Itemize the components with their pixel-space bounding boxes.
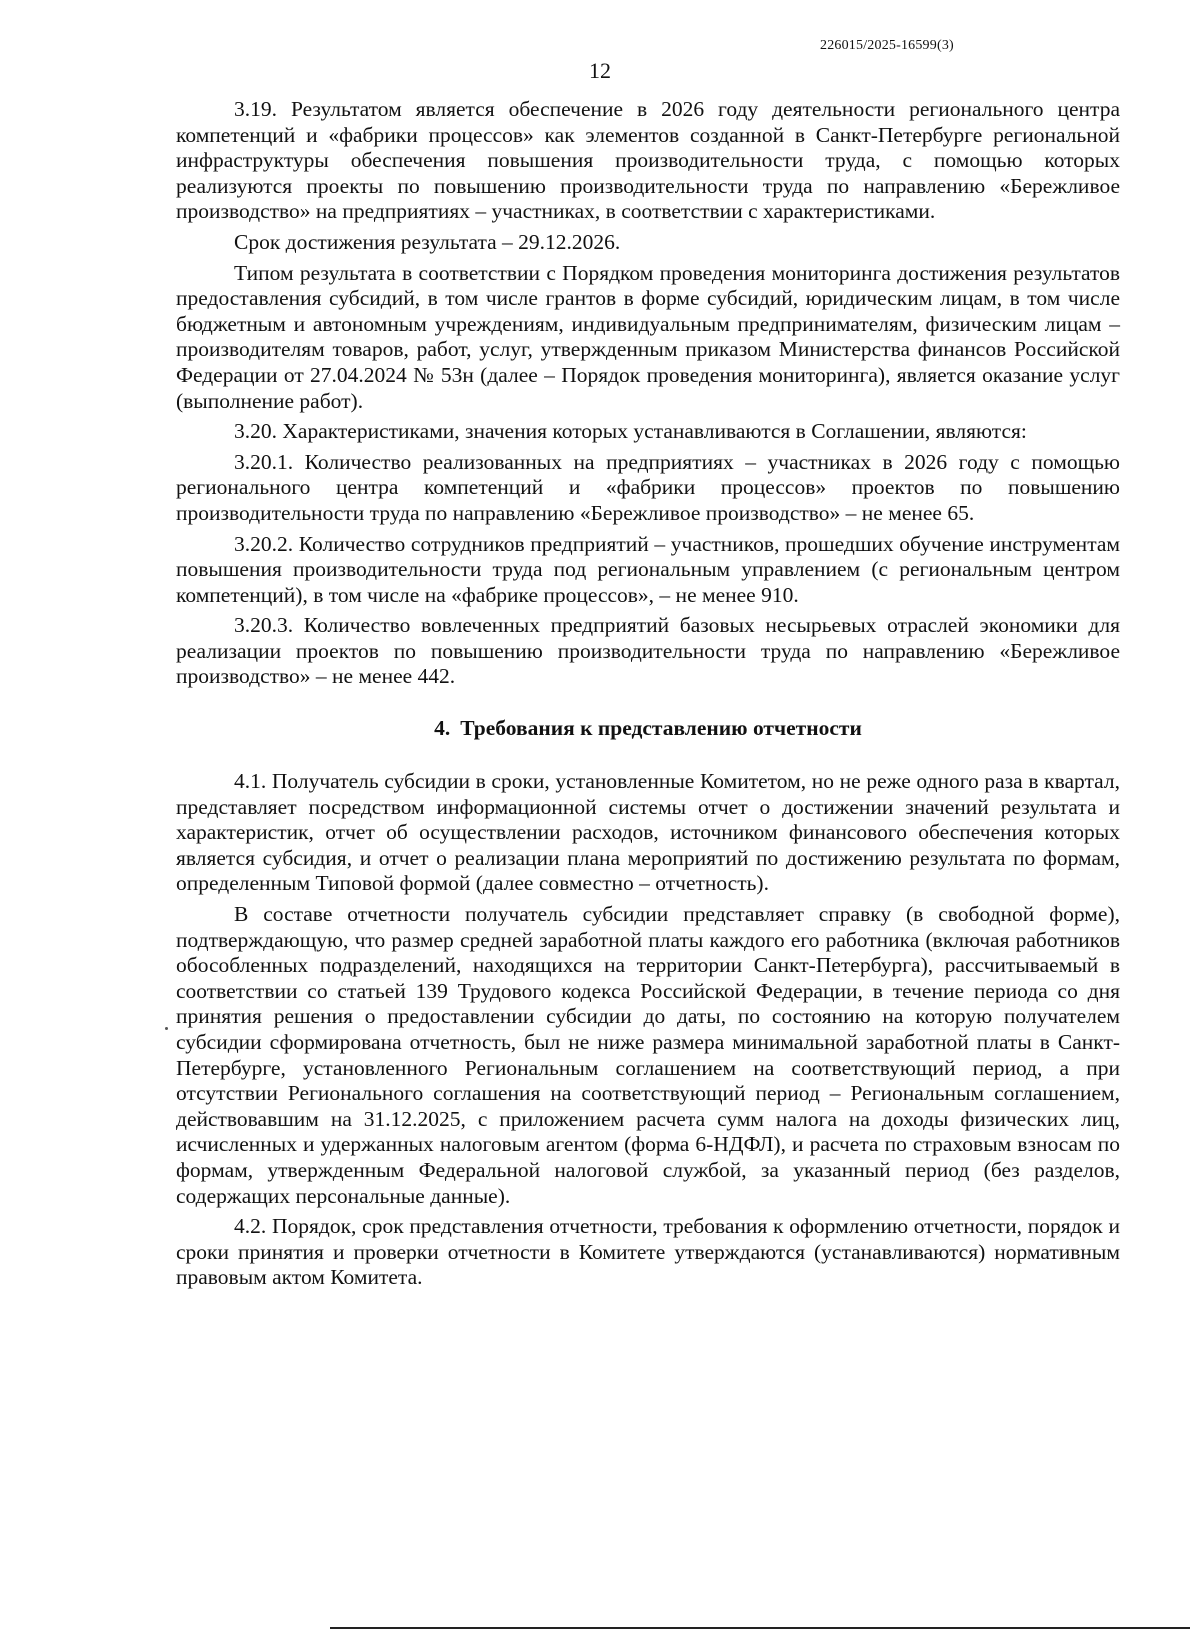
paragraph-salary-certificate: В составе отчетности получатель субсидии представляет справку (в свободной форме), подтверждающую, что размер средней заработной платы каждого его работника (включая работников обособленных подразделений, находящихся на территории Санкт-Петербурга), рассчитываемый в соответствии со статьей 139 Трудового кодекса Российской Федерации, в течение периода со дня принятия решения о предоставлении субсидии до даты, по состоянию на которую получателем субсидии сформирована отчетность, был не ниже размера минимальной заработной платы в Санкт-Петербурге, установленного Региональным соглашением на соответствующий период, а при отсутствии Регионального соглашения на соответствующий период – Региональным соглашением, действовавшим на 31.12.2025, с приложением расчета сумм налога на доходы физических лиц, исчисленных и удержанных налоговым агентом (форма 6-НДФЛ), и расчета по страховым взносам по формам, утвержденным Федеральной налоговой службой, за указанный период (без разделов, содержащих персональные данные). [176,902,1120,1208]
section-heading [176,690,1120,769]
paragraph-3-20-2: 3.20.2. Количество сотрудников предприятий – участников, прошедших обучение инструментам повышения производительности труда под региональным управлением (с региональным центром компетенций), в том числе на «фабрике процессов», – не менее 910. [176,531,1120,607]
paragraph-result-deadline: Срок достижения результата – 29.12.2026. [234,229,621,254]
section-title: Требования к представлению отчетности [460,716,862,741]
paragraph-3-20-1: 3.20.1. Количество реализованных на предприятиях – участниках в 2026 году с помощью регионального центра компетенций и «фабрики процессов» проектов по повышению производительности труда по направлению «Бережливое производство» – не менее 65. [176,449,1120,525]
page-number: 12 [589,58,611,83]
paragraph-3-20: 3.20. Характеристиками, значения которых устанавливаются в Соглашении, являются: [234,419,1027,444]
paragraph-result-type: Типом результата в соответствии с Порядком проведения мониторинга достижения результатов предоставления субсидий, в том числе грантов в форме субсидий, юридическим лицам, в том числе бюджетным и автономным учреждениям, индивидуальным предпринимателям, физическим лицам – производителям товаров, работ, услуг, утвержденным приказом Министерства финансов Российской Федерации от 27.04.2024 № 53н (далее – Порядок проведения мониторинга), является оказание услуг (выполнение работ). [176,260,1120,413]
paragraph-4-2: 4.2. Порядок, срок представления отчетности, требования к оформлению отчетности, порядок и сроки принятия и проверки отчетности в Комитете утверждаются (устанавливаются) нормативным правовым актом Комитета. [176,1214,1120,1290]
section-number: 4. [434,716,451,741]
paragraph-4-1: 4.1. Получатель субсидии в сроки, установленные Комитетом, но не реже одного раза в квартал, представляет посредством информационной системы отчет о достижении значений результата и характеристик, отчет об осуществлении расходов, источником финансового обеспечения которых является субсидия, и отчет о реализации плана мероприятий по достижению результата по формам, определенным Типовой формой (далее совместно – отчетность). [176,769,1120,896]
paragraph-3-20-3: 3.20.3. Количество вовлеченных предприятий базовых несырьевых отраслей экономики для реализации проектов по повышению производительности труда по направлению «Бережливое производство» – не менее 442. [176,613,1120,689]
scan-artifact [165,1027,168,1030]
document-body [176,97,1120,1291]
document-registration-number: 226015/2025-16599(3) [820,38,954,53]
paragraph-3-19: 3.19. Результатом является обеспечение в 2026 году деятельности регионального центра компетенций и «фабрики процессов» как элементов созданной в Санкт-Петербурге региональной инфраструктуры обеспечения повышения производительности труда, с помощью которых реализуются проекты по повышению производительности труда по направлению «Бережливое производство» на предприятиях – участниках, в соответствии с характеристиками. [176,97,1120,224]
